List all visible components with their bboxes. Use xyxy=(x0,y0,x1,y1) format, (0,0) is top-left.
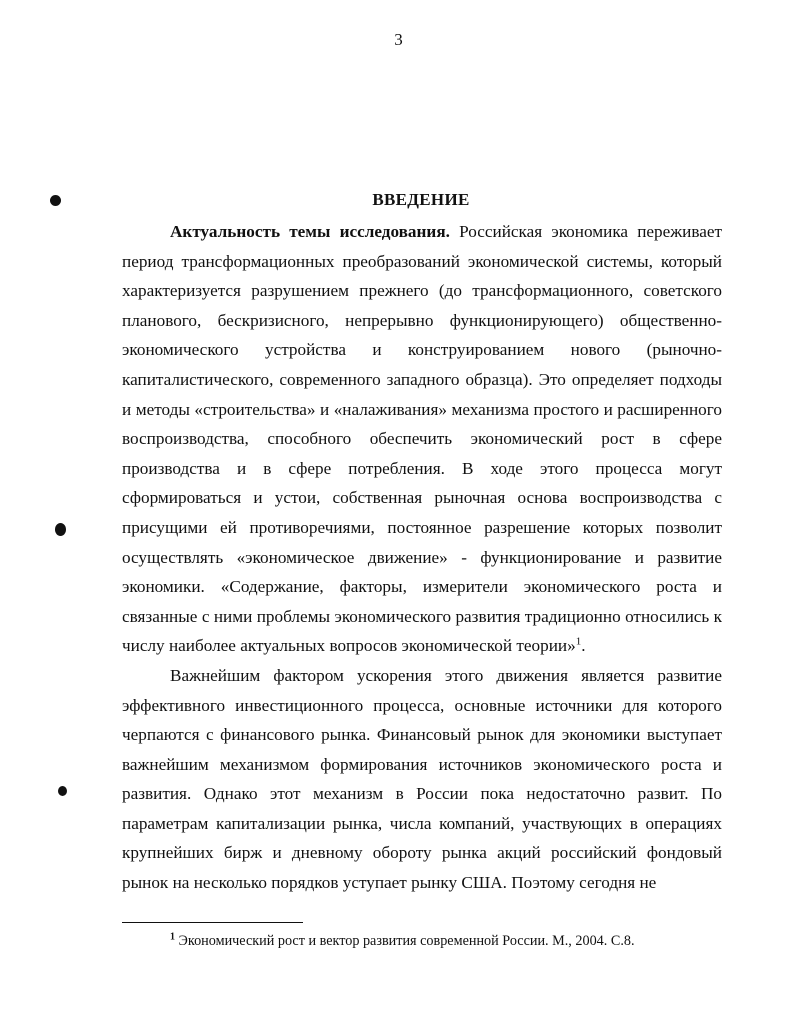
punch-hole-mark xyxy=(55,523,66,536)
paragraph-tail: . xyxy=(581,636,586,656)
paragraph-text: Важнейшим фактором ускорения этого движения является развитие эффективного инвестиционного процесса, основные источники для которого черпаются с финансового рынка. Финансовый рынок для экономики выступает важнейшим механизмом формирования источников экономического роста и развития. Однако этот механизм в России пока недостаточно развит. По параметрам капитализации рынка, числа компаний, участвующих в операциях крупнейших бирж и дневному обороту рынка акций российский фондовый рынок на несколько порядков уступает рынку США. Поэтому сегодня не xyxy=(122,665,722,893)
paragraph-text: Российская экономика переживает период трансформационных преобразований экономической системы, который характеризуется разрушением прежнего (до трансформационного, советского планового, бескризисного, непрерывно функционирующего) общественно-экономического устройства и конструированием нового (рыночно-капиталистического, современного западного образца). Это определяет подходы и методы «строительства» и «налаживания» механизма простого и расширенного воспроизводства, способного обеспечить экономический рост в сфере производства и в сфере потребления. В ходе этого процесса могут сформироваться и устои, собственная рыночная основа воспроизводства с присущими ей противоречиями, постоянное разрешение которых позволит осуществлять «экономическое движение» - функционирование и развитие экономики. «Содержание, факторы, измерители экономического роста и связанные с ними проблемы экономического развития традиционно относились к числу наиболее актуальных вопросов экономической теории» xyxy=(122,222,722,656)
page-number: 3 xyxy=(394,30,403,49)
footnote-divider xyxy=(122,922,303,923)
punch-hole-mark xyxy=(50,195,61,206)
footnote xyxy=(122,931,722,951)
body-text xyxy=(122,217,722,898)
punch-hole-mark xyxy=(58,786,67,796)
footnote-reference[interactable]: 1 xyxy=(575,635,582,648)
paragraph-1 xyxy=(122,217,722,661)
footnote-marker: 1 xyxy=(170,931,175,943)
section-heading: ВВЕДЕНИЕ xyxy=(372,190,470,209)
footnote-text: Экономический рост и вектор развития современной России. М., 2004. С.8. xyxy=(175,933,635,949)
paragraph-lead: Актуальность темы исследования. xyxy=(170,222,450,241)
paragraph-2 xyxy=(122,661,722,898)
